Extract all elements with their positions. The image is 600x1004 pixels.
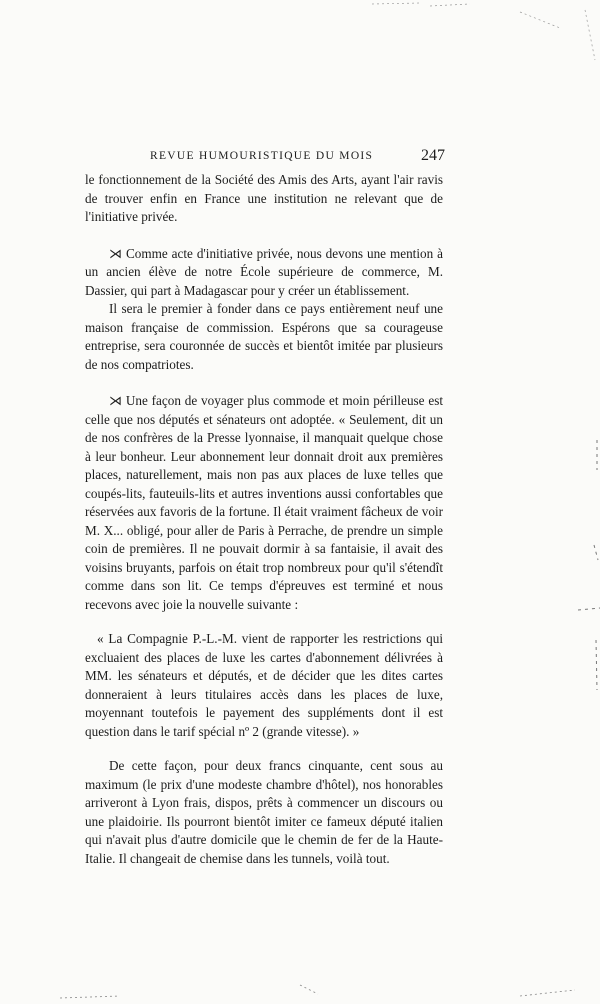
section-ornament-icon: ⋊ xyxy=(109,245,122,261)
paragraph-text: le fonctionnement de la Société des Amis des Arts, ayant l'air ravis de trouver enfin en France une institution ne relevant que de l'initiative privée. xyxy=(85,172,443,224)
paragraph-text: Une façon de voyager plus commode et moin périlleuse est celle que nos députés et sénateurs ont adoptée. « Seulement, dit un de nos confrères de la Presse lyonnaise, il manquait quelque chose à leur bonheur. Leur abonnement leur donnait droit aux premières places, naturellement, mais non pas aux places de luxe telles que coupés-lits, fauteuils-lits et autres inventions aussi confortables que réservées aux favoris de la fortune. Il était vraiment fâcheux de voir M. X... obligé, pour aller de Paris à Perrache, de prendre un simple coin de premières. Il ne pouvait dormir à sa fantaisie, il avait des voisins bruyants, parfois on était trop nombreux pour qu'il s'étendît comme dans son lit. Ce temps d'épreuves est terminé et nous recevons avec joie la nouvelle suivante : xyxy=(85,393,444,612)
paragraph-text: « La Compagnie P.-L.-M. vient de rapporter les restrictions qui excluaient des places de luxe les cartes d'abonnement délivrées à MM. les sénateurs et députés, et de décider que les dites cartes donneraient à leurs titulaires accès dans les places de luxe, moyennant toutefois le payement des suppléments dont il est question dans le tarif spécial nº 2 (grande vitesse). » xyxy=(85,631,443,739)
paragraph-conclusion xyxy=(85,757,443,868)
page-number: 247 xyxy=(421,147,445,164)
running-title: REVUE HUMOURISTIQUE DU MOIS xyxy=(150,150,374,162)
article-body xyxy=(85,171,443,868)
paragraph-commission xyxy=(85,300,443,374)
paragraph-continuation xyxy=(85,171,443,227)
paragraph-voyager xyxy=(85,392,443,614)
paragraph-text: Il sera le premier à fonder dans ce pays entièrement neuf une maison française de commission. Espérons que sa courageuse entreprise, sera couronnée de succès et bientôt imitée par plusieurs de nos compatriotes. xyxy=(85,301,443,372)
paragraph-text: Comme acte d'initiative privée, nous devons une mention à un ancien élève de notre École supérieure de commerce, M. Dassier, qui part à Madagascar pour y créer un établissement. xyxy=(85,245,443,298)
page-header xyxy=(150,147,445,167)
section-ornament-icon: ⋊ xyxy=(109,393,122,408)
paragraph-madagascar xyxy=(85,245,443,301)
paragraph-text: De cette façon, pour deux francs cinquante, cent sous au maximum (le prix d'une modeste chambre d'hôtel), nos honorables arriveront à Lyon frais, dispos, prêts à commencer un discours ou une plaidoirie. Ils pourront bientôt imiter ce fameux député italien qui n'avait plus d'autre domicile que le chemin de fer de la Haute-Italie. Il changeait de chemise dans les tunnels, voilà tout. xyxy=(85,758,443,866)
paragraph-quote-plm xyxy=(85,630,443,741)
